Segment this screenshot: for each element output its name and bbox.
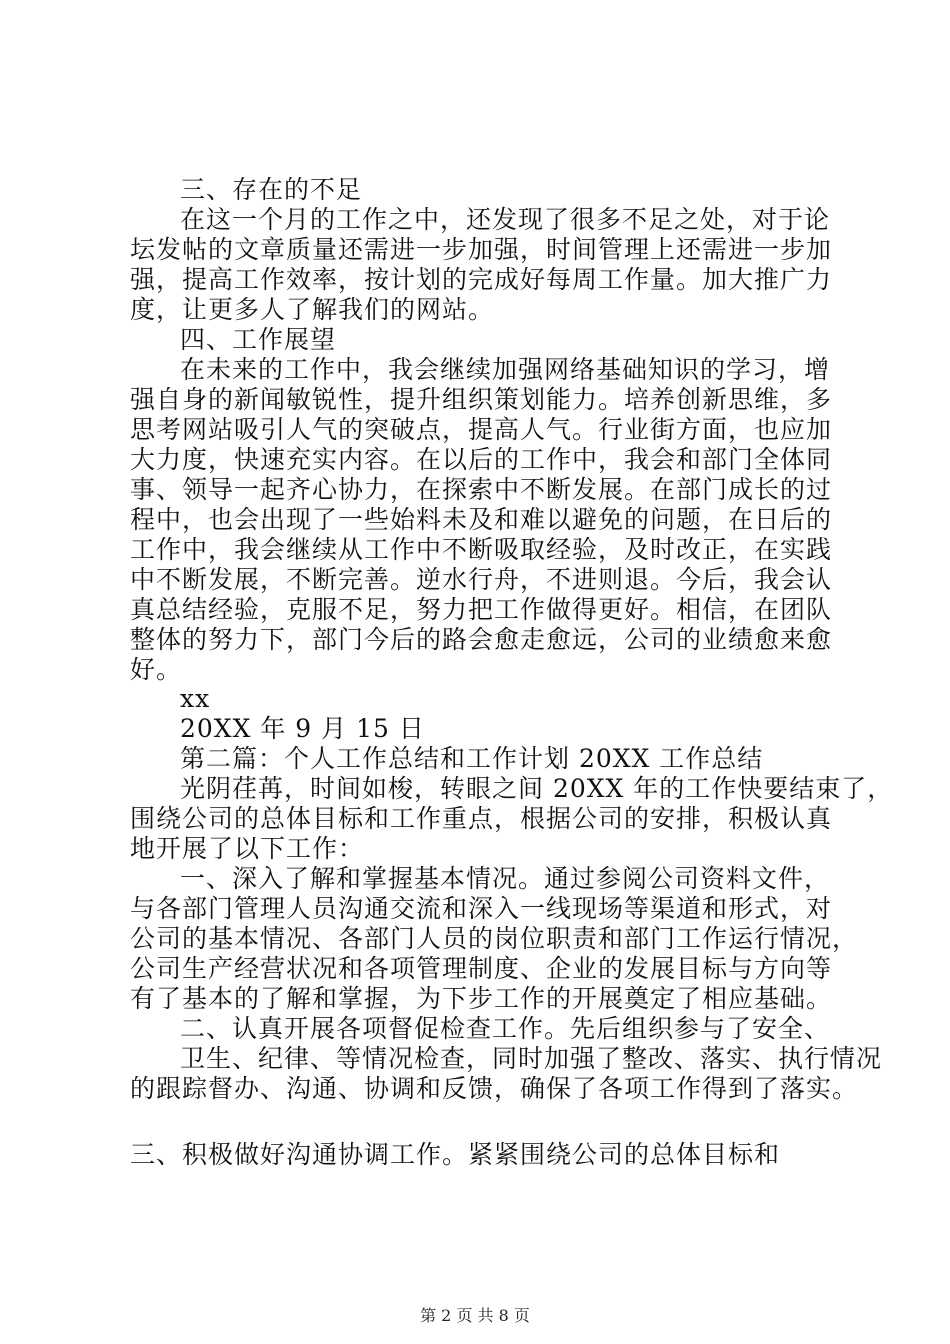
paragraph-line: 地开展了以下工作： — [130, 834, 365, 863]
paragraph-line: 整体的努力下，部门今后的路会愈走愈远，公司的业绩愈来愈 — [130, 625, 833, 654]
paragraph-line: 二、认真开展各项督促检查工作。先后组织参与了安全、 — [180, 1014, 831, 1043]
paragraph-line: 强自身的新闻敏锐性，提升组织策划能力。培养创新思维，多 — [130, 385, 833, 414]
section-heading: 四、工作展望 — [180, 325, 337, 354]
paragraph-line: 一、深入了解和掌握基本情况。通过参阅公司资料文件， — [180, 864, 831, 893]
paragraph-line: 围绕公司的总体目标和工作重点，根据公司的安排，积极认真 — [130, 804, 833, 833]
paragraph-line: 光阴荏苒，时间如梭，转眼之间 20XX 年的工作快要结束了， — [180, 774, 894, 803]
paragraph-line: 坛发帖的文章质量还需进一步加强，时间管理上还需进一步加 — [130, 235, 833, 264]
paragraph-line: 与各部门管理人员沟通交流和深入一线现场等渠道和形式，对 — [130, 894, 833, 923]
paragraph-line: 强，提高工作效率，按计划的完成好每周工作量。加大推广力 — [130, 265, 833, 294]
paragraph-line: 度，让更多人了解我们的网站。 — [130, 295, 495, 324]
paragraph-line: 工作中，我会继续从工作中不断吸取经验，及时改正，在实践 — [130, 535, 833, 564]
paragraph-line: 中不断发展，不断完善。逆水行舟，不进则退。今后，我会认 — [130, 565, 833, 594]
article-title: 第二篇：个人工作总结和工作计划 20XX 工作总结 — [180, 744, 764, 773]
paragraph-line: 事、领导一起齐心协力，在探索中不断发展。在部门成长的过 — [130, 475, 833, 504]
paragraph-line: 的跟踪督办、沟通、协调和反馈，确保了各项工作得到了落实。 — [130, 1074, 859, 1103]
paragraph-line: 程中，也会出现了一些始料未及和难以避免的问题，在日后的 — [130, 505, 833, 534]
paragraph-line: 在这一个月的工作之中，还发现了很多不足之处，对于论 — [180, 205, 831, 234]
paragraph-line: 思考网站吸引人气的突破点，提高人气。行业街方面，也应加 — [130, 415, 833, 444]
paragraph-line: 在未来的工作中，我会继续加强网络基础知识的学习，增 — [180, 355, 831, 384]
paragraph-line: 公司的基本情况、各部门人员的岗位职责和部门工作运行情况， — [130, 924, 859, 953]
paragraph-line: 公司生产经营状况和各项管理制度、企业的发展目标与方向等 — [130, 954, 833, 983]
paragraph-line: 真总结经验，克服不足，努力把工作做得更好。相信，在团队 — [130, 595, 833, 624]
paragraph-line: 好。 — [130, 655, 183, 684]
paragraph-line: 大力度，快速充实内容。在以后的工作中，我会和部门全体同 — [130, 445, 833, 474]
page-number: 第 2 页 共 8 页 — [420, 1306, 530, 1325]
section-heading: 三、存在的不足 — [180, 175, 363, 204]
paragraph-line: 卫生、纪律、等情况检查，同时加强了整改、落实、执行情况 — [180, 1044, 883, 1073]
signature-name: xx — [180, 684, 211, 713]
paragraph-line: 有了基本的了解和掌握，为下步工作的开展奠定了相应基础。 — [130, 984, 833, 1013]
paragraph-line: 三、积极做好沟通协调工作。紧紧围绕公司的总体目标和 — [130, 1140, 781, 1169]
signature-date: 20XX 年 9 月 15 日 — [180, 714, 425, 743]
